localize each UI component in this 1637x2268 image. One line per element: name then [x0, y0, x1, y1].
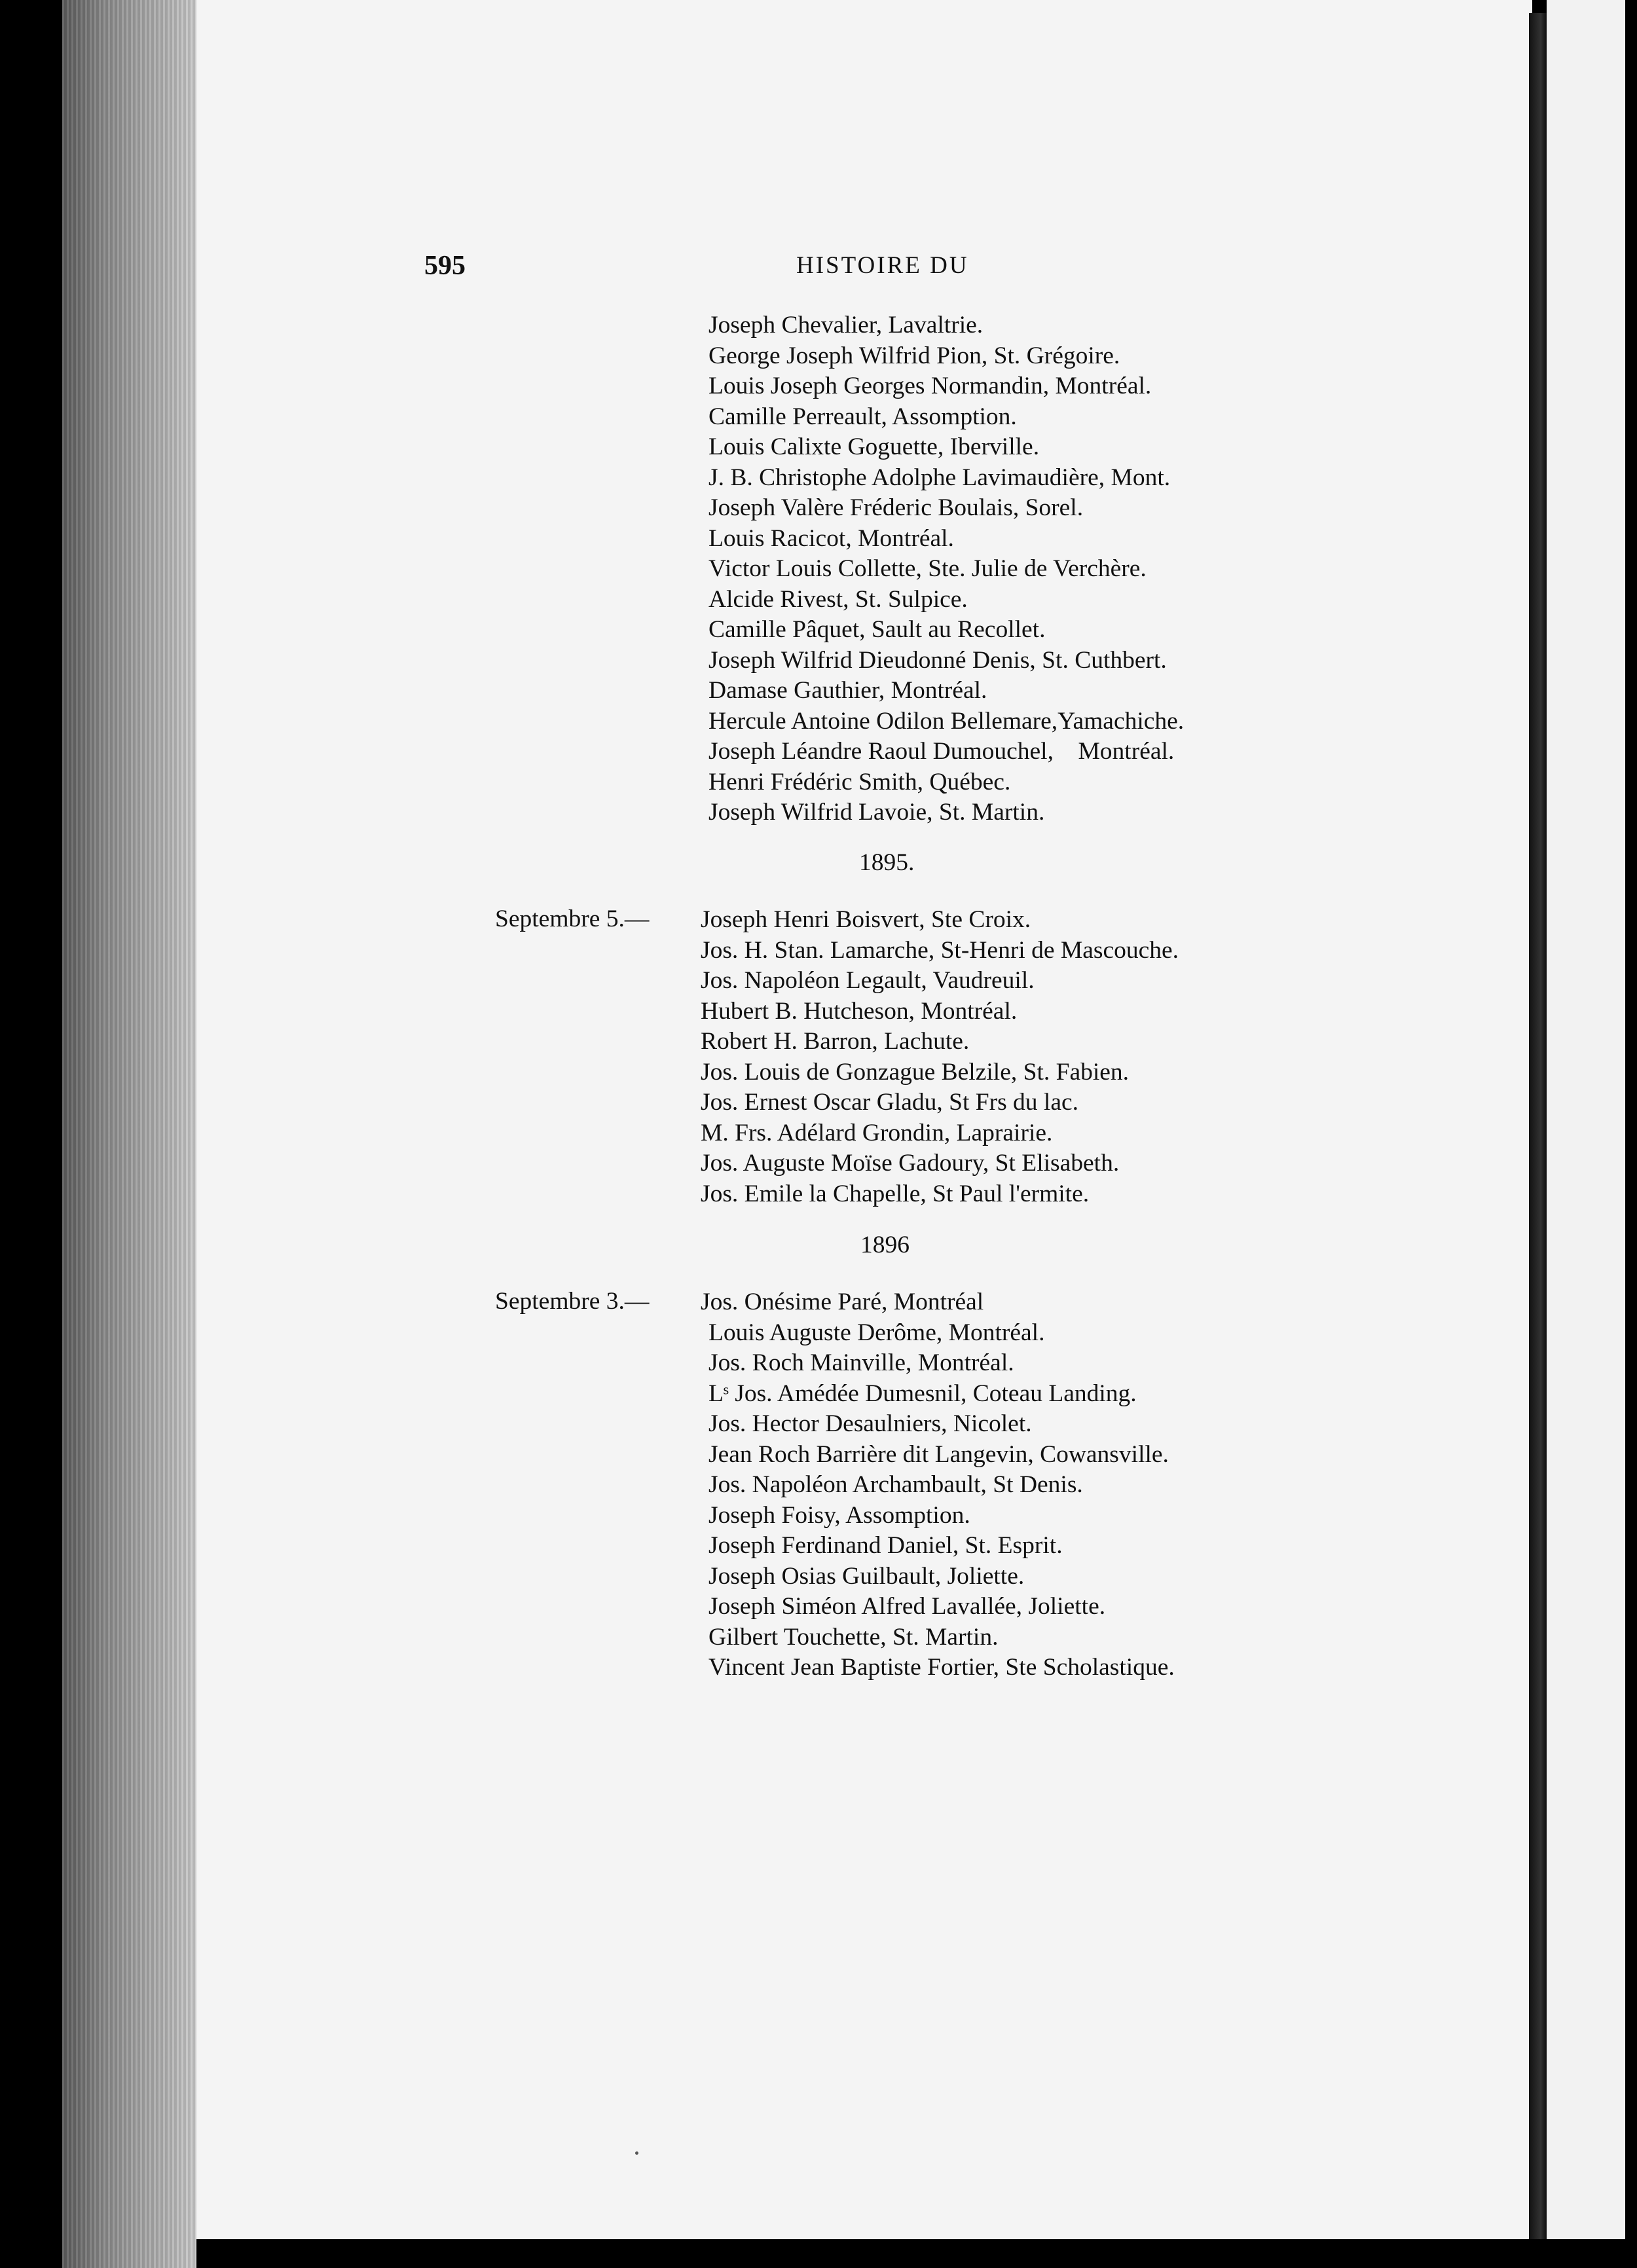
year-heading-1896: 1896: [860, 1232, 910, 1258]
list-item: George Joseph Wilfrid Pion, St. Grégoire.: [708, 342, 1120, 369]
list-item: Jos. Onésime Paré, Montréal: [701, 1289, 984, 1315]
list-item: Jean Roch Barrière dit Langevin, Cowansville.: [708, 1440, 1169, 1468]
list-item: Robert H. Barron, Lachute.: [701, 1028, 970, 1055]
list-item: Henri Frédéric Smith, Québec.: [708, 768, 1011, 796]
facing-page-edge: [1547, 0, 1625, 2246]
list-item: Joseph Chevalier, Lavaltrie.: [708, 312, 984, 338]
list-item: Joseph Siméon Alfred Lavallée, Joliette.: [708, 1593, 1106, 1620]
list-item: Joseph Foisy, Assomption.: [708, 1501, 970, 1529]
year-heading-1895: 1895.: [859, 849, 915, 876]
list-item: Hercule Antoine Odilon Bellemare,Yamachiche.: [708, 707, 1185, 735]
list-item: Jos. Roch Mainville, Montréal.: [708, 1349, 1014, 1376]
running-title: HISTOIRE DU: [796, 252, 969, 279]
list-item: Lˢ Jos. Amédée Dumesnil, Coteau Landing.: [708, 1380, 1137, 1407]
list-item: Jos. Auguste Moïse Gadoury, St Elisabeth.: [701, 1150, 1120, 1177]
list-item: Joseph Osias Guilbault, Joliette.: [708, 1562, 1025, 1590]
list-item: Joseph Wilfrid Lavoie, St. Martin.: [708, 799, 1045, 826]
list-item: Hubert B. Hutcheson, Montréal.: [701, 997, 1018, 1025]
list-item: Camille Perreault, Assomption.: [708, 403, 1017, 430]
list-item: Louis Auguste Derôme, Montréal.: [708, 1319, 1045, 1346]
list-item: Jos. Emile la Chapelle, St Paul l'ermite.: [701, 1180, 1090, 1207]
date-dash: —: [624, 905, 650, 932]
list-item: J. B. Christophe Adolphe Lavimaudière, Mont.: [708, 464, 1171, 491]
date-label: Septembre 3.: [495, 1288, 625, 1315]
list-item: Joseph Ferdinand Daniel, St. Esprit.: [708, 1532, 1063, 1559]
list-item: Jos. Louis de Gonzague Belzile, St. Fabien.: [701, 1058, 1130, 1086]
list-item: Jos. Napoléon Legault, Vaudreuil.: [701, 967, 1035, 994]
list-item: Vincent Jean Baptiste Fortier, Ste Scholastique.: [708, 1654, 1175, 1681]
date-dash: —: [624, 1288, 650, 1315]
list-item: Jos. Ernest Oscar Gladu, St Frs du lac.: [701, 1089, 1079, 1116]
list-item: Jos. Hector Desaulniers, Nicolet.: [708, 1410, 1032, 1437]
list-item: M. Frs. Adélard Grondin, Laprairie.: [701, 1119, 1053, 1146]
date-label: Septembre 5.: [495, 905, 625, 932]
list-item: Victor Louis Collette, Ste. Julie de Verchère.: [708, 555, 1147, 582]
page-bottom-edge: [196, 2239, 1625, 2268]
ink-speck: [635, 2151, 638, 2155]
list-1894: [708, 310, 1184, 828]
list-item: Camille Pâquet, Sault au Recollet.: [708, 616, 1046, 643]
book-page-edges: [62, 0, 200, 2268]
list-item: Damase Gauthier, Montréal.: [708, 677, 987, 704]
list-1895: [701, 905, 1179, 1209]
page-number: 595: [424, 251, 466, 281]
list-item: Gilbert Touchette, St. Martin.: [708, 1623, 999, 1651]
list-item: Jos. Napoléon Archambault, St Denis.: [708, 1471, 1083, 1498]
list-1896: [701, 1287, 1175, 1683]
list-item: Louis Joseph Georges Normandin, Montréal.: [708, 373, 1152, 399]
date-1895: [495, 905, 649, 933]
list-item: Jos. H. Stan. Lamarche, St-Henri de Mascouche.: [701, 936, 1179, 964]
page-gutter: [1529, 13, 1549, 2239]
list-item: Louis Calixte Goguette, Iberville.: [708, 433, 1040, 460]
list-item: Joseph Léandre Raoul Dumouchel, Montréal.: [708, 738, 1175, 765]
date-1896: [495, 1287, 649, 1315]
list-item: Alcide Rivest, St. Sulpice.: [708, 585, 968, 613]
list-item: Joseph Valère Fréderic Boulais, Sorel.: [708, 494, 1084, 521]
list-item: Joseph Henri Boisvert, Ste Croix.: [701, 906, 1031, 933]
list-item: Louis Racicot, Montréal.: [708, 524, 954, 552]
list-item: Joseph Wilfrid Dieudonné Denis, St. Cuthbert.: [708, 646, 1167, 674]
